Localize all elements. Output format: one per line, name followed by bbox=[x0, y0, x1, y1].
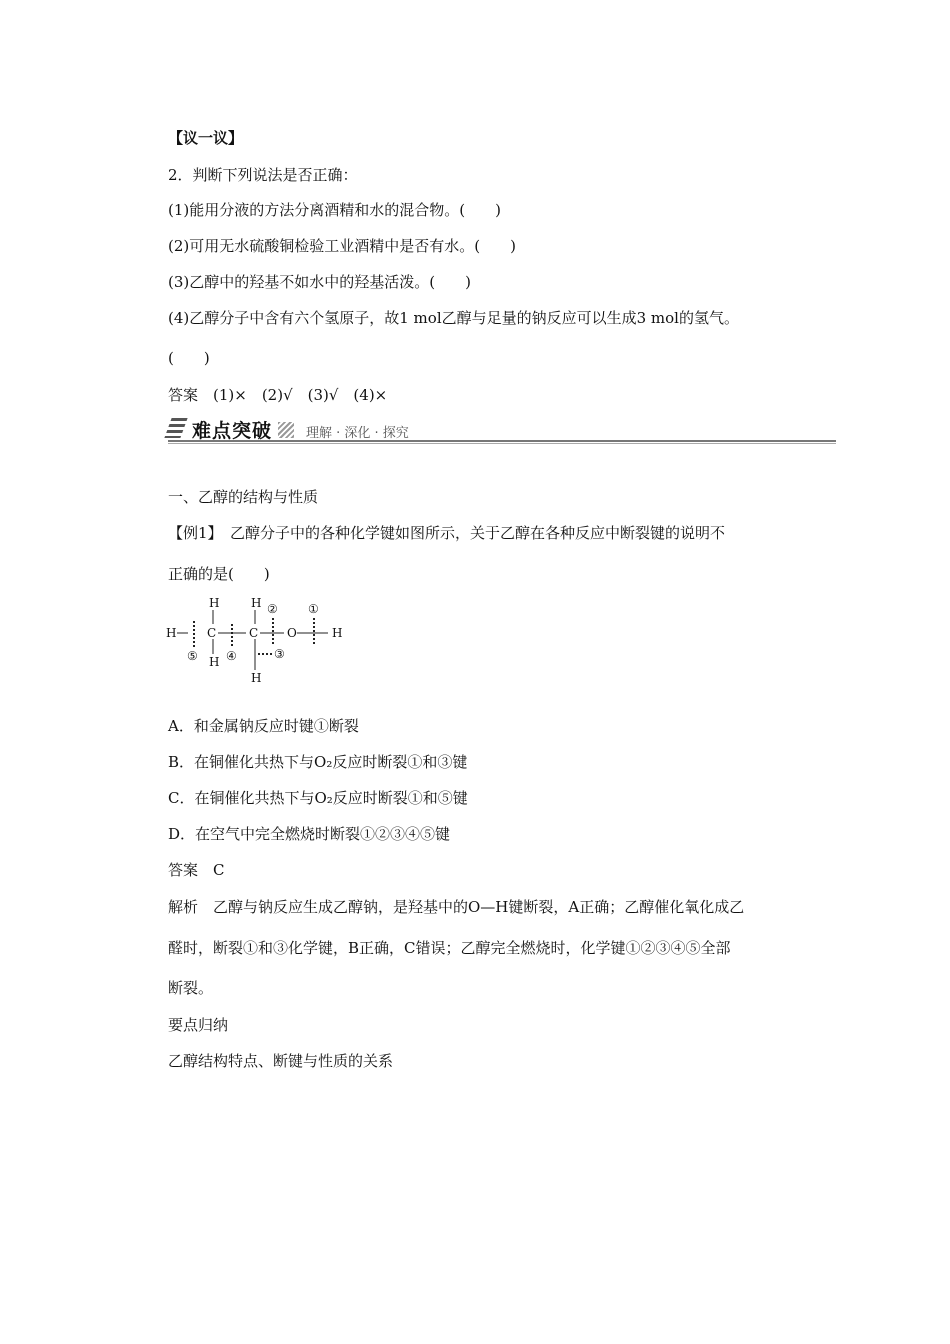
discuss-heading: 【议一议】 bbox=[168, 129, 244, 147]
label-bond-5: ⑤ bbox=[187, 649, 198, 663]
discuss-answer: 答案 (1)× (2)√ (3)√ (4)× bbox=[168, 386, 388, 404]
atom-c2: C bbox=[249, 626, 259, 640]
hatch-decoration-icon bbox=[278, 422, 294, 438]
section-header-bar bbox=[168, 416, 836, 444]
label-bond-3: ③ bbox=[274, 647, 285, 661]
summary-heading: 要点归纳 bbox=[168, 1016, 229, 1034]
section-rule-thin bbox=[168, 443, 836, 444]
example-answer: 答案 C bbox=[168, 861, 225, 879]
atom-h-left: H bbox=[166, 626, 177, 640]
option-b: B．在铜催化共热下与O₂反应时断裂①和③键 bbox=[168, 753, 468, 771]
statement-2: (2)可用无水硫酸铜检验工业酒精中是否有水。( ) bbox=[168, 237, 516, 255]
part1-heading: 一、乙醇的结构与性质 bbox=[168, 488, 319, 506]
section-subtitle: 理解 · 深化 · 探究 bbox=[306, 426, 409, 441]
statement-4-bracket: ( ) bbox=[168, 349, 210, 367]
analysis-line1: 解析 乙醇与钠反应生成乙醇钠，是羟基中的O—H键断裂，A正确；乙醇催化氧化成乙 bbox=[168, 898, 745, 916]
analysis-line3: 断裂。 bbox=[168, 979, 214, 997]
statement-4: (4)乙醇分子中含有六个氢原子，故1 mol乙醇与足量的钠反应可以生成3 mol的氢气。 bbox=[168, 309, 739, 327]
atom-h-c1-bottom: H bbox=[209, 655, 220, 669]
example-text-line2: 正确的是( ) bbox=[168, 565, 270, 583]
option-c: C．在铜催化共热下与O₂反应时断裂①和⑤键 bbox=[168, 789, 468, 807]
ethanol-bond-diagram bbox=[166, 596, 356, 688]
summary-text: 乙醇结构特点、断键与性质的关系 bbox=[168, 1052, 394, 1070]
label-bond-2: ② bbox=[267, 602, 278, 616]
atom-h-c1-top: H bbox=[209, 596, 220, 610]
atom-h-c2-top: H bbox=[251, 596, 262, 610]
atom-h-hydroxyl: H bbox=[332, 626, 343, 640]
statement-3: (3)乙醇中的羟基不如水中的羟基活泼。( ) bbox=[168, 273, 471, 291]
section-rule bbox=[168, 440, 836, 442]
analysis-line2: 醛时，断裂①和③化学键，B正确，C错误；乙醇完全燃烧时，化学键①②③④⑤全部 bbox=[168, 939, 731, 957]
atom-o: O bbox=[287, 626, 297, 640]
statement-1: (1)能用分液的方法分离酒精和水的混合物。( ) bbox=[168, 201, 501, 219]
option-a: A．和金属钠反应时键①断裂 bbox=[168, 717, 359, 735]
section-title: 难点突破 bbox=[192, 420, 273, 442]
label-bond-1: ① bbox=[308, 602, 319, 616]
example-text-line1: 【例1】 乙醇分子中的各种化学键如图所示，关于乙醇在各种反应中断裂键的说明不 bbox=[168, 524, 726, 542]
atom-c1: C bbox=[207, 626, 217, 640]
question-text: 2．判断下列说法是否正确： bbox=[168, 166, 358, 184]
atom-h-c2-bottom: H bbox=[251, 671, 262, 685]
label-bond-4: ④ bbox=[226, 649, 237, 663]
stripe-decoration-icon bbox=[164, 418, 187, 438]
option-d: D．在空气中完全燃烧时断裂①②③④⑤键 bbox=[168, 825, 451, 843]
